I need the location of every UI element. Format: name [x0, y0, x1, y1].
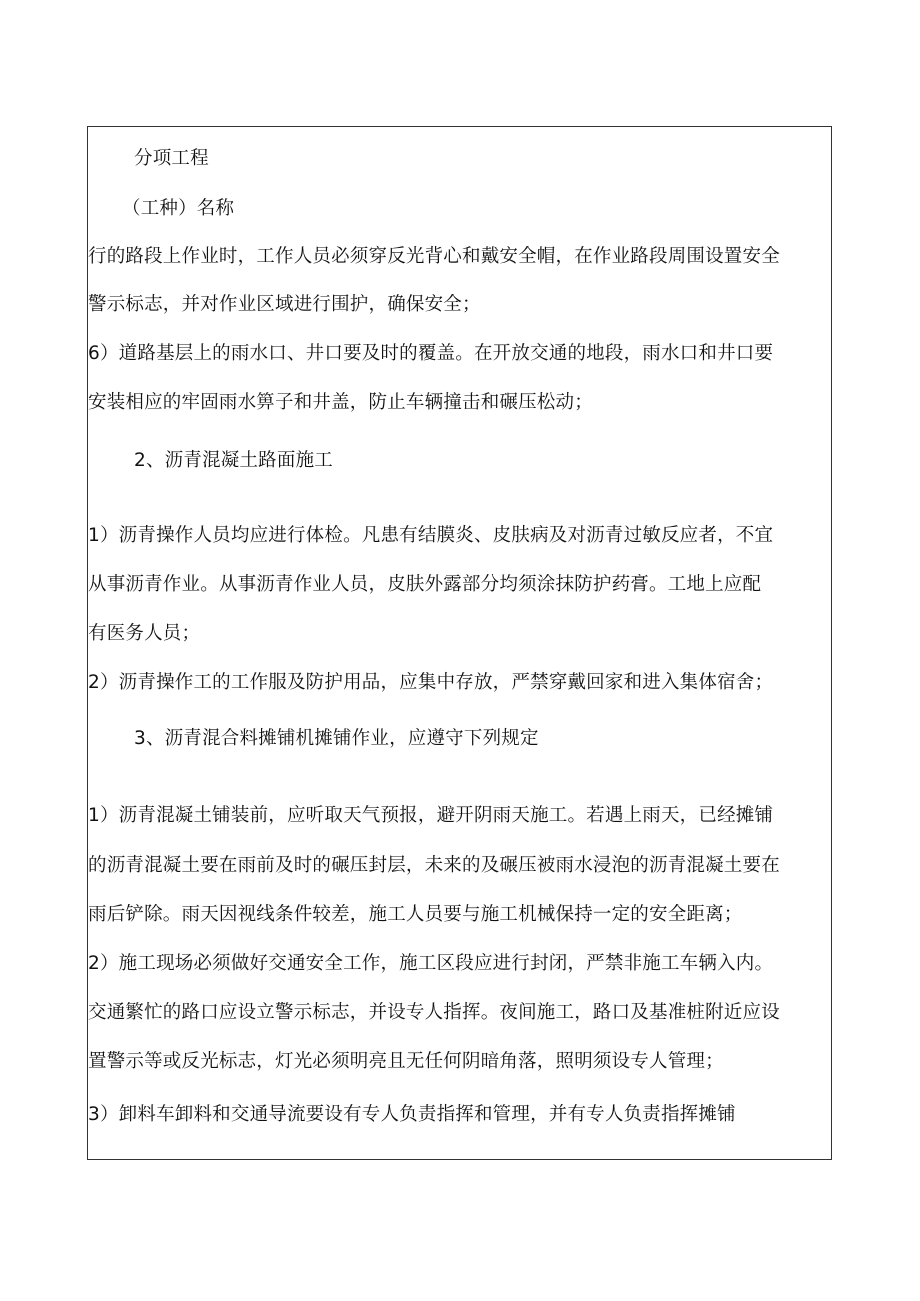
- body-line: 1）沥青操作人员均应进行体检。凡患有结膜炎、皮肤病及对沥青过敏反应者，不宜: [88, 525, 774, 546]
- section-heading: 3、沥青混合料摊铺机摊铺作业，应遵守下列规定: [134, 728, 539, 749]
- body-line: 从事沥青作业。从事沥青作业人员，皮肤外露部分均须涂抹防护药膏。工地上应配: [88, 574, 762, 595]
- body-line: 雨后铲除。雨天因视线条件较差，施工人员要与施工机械保持一定的安全距离；: [88, 904, 743, 925]
- body-line: 2）施工现场必须做好交通安全工作，施工区段应进行封闭，严禁非施工车辆入内。: [88, 953, 774, 974]
- body-line: 置警示等或反光标志，灯光必须明亮且无任何阴暗角落，照明须设专人管理；: [88, 1051, 724, 1072]
- body-line: 安装相应的牢固雨水箅子和井盖，防止车辆撞击和碾压松动；: [88, 392, 593, 413]
- section-heading: 2、沥青混凝土路面施工: [134, 450, 333, 471]
- body-line: 有医务人员；: [88, 623, 201, 644]
- body-line: 2）沥青操作工的工作服及防护用品，应集中存放，严禁穿戴回家和进入集体宿舍；: [88, 672, 774, 693]
- section-label-line-1: 分项工程: [134, 148, 209, 169]
- body-line: 6）道路基层上的雨水口、井口要及时的覆盖。在开放交通的地段，雨水口和井口要: [88, 343, 774, 364]
- body-line: 1）沥青混凝土铺装前，应听取天气预报，避开阴雨天施工。若遇上雨天，已经摊铺: [88, 805, 774, 826]
- body-line: 3）卸料车卸料和交通导流要设有专人负责指挥和管理，并有专人负责指挥摊铺: [88, 1104, 736, 1125]
- body-line: 交通繁忙的路口应设立警示标志，并设专人指挥。夜间施工，路口及基准桩附近应设: [88, 1002, 780, 1023]
- body-line: 警示标志，并对作业区域进行围护，确保安全；: [88, 294, 481, 315]
- body-line: 行的路段上作业时，工作人员必须穿反光背心和戴安全帽，在作业路段周围设置安全: [88, 246, 780, 267]
- body-line: 的沥青混凝土要在雨前及时的碾压封层，未来的及碾压被雨水浸泡的沥青混凝土要在: [88, 855, 780, 876]
- section-label-line-2: （工种）名称: [122, 198, 235, 219]
